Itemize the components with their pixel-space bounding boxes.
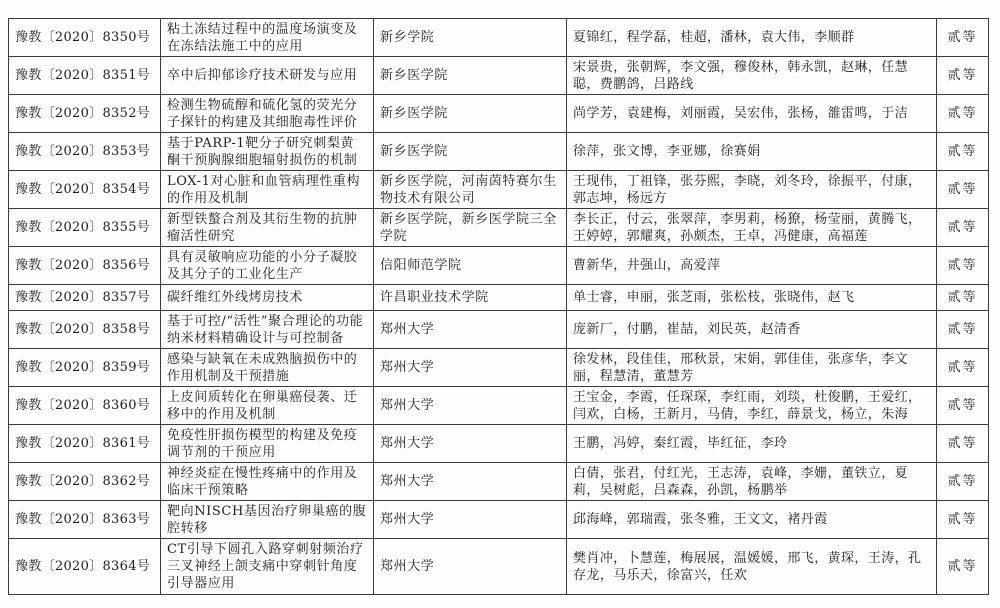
project-title: 基于可控/“活性”聚合理论的功能纳米材料精确设计与可控制备 [161,311,374,349]
project-title: 粘土冻结过程中的温度场演变及在冻结法施工中的应用 [161,19,374,57]
table-row [9,133,989,171]
project-title: 靶向NISCH基因治疗卵巢癌的腹腔转移 [161,501,374,539]
researchers: 白倩，张君，付红光，王志涛，袁峰，李姗，董铁立，夏莉，吴树彪，吕森森，孙凯，杨鹏举 [567,463,937,501]
award-grade: 贰等 [937,311,989,349]
researchers: 王宝金，李霞，任琛琛，李红雨，刘琰，杜俊鹏，王爱红，闫欢，白杨，王新月，马倩，李红，薛景戈，杨立，朱海 [567,387,937,425]
institution: 郑州大学 [374,539,567,595]
award-grade: 贰等 [937,539,989,595]
table-row [9,349,989,387]
researchers: 夏锦红，程学磊，桂超，潘林，袁大伟，李顺群 [567,19,937,57]
table-row [9,171,989,209]
table-row [9,247,989,285]
award-grade: 贰等 [937,501,989,539]
project-title: 新型铁螯合剂及其衍生物的抗肿瘤活性研究 [161,209,374,247]
researchers: 王鹏，冯婷，秦红霞，毕红征，李玲 [567,425,937,463]
project-title: 碳纤维红外线烤房技术 [161,285,374,311]
researchers: 樊肖冲，卜慧莲，梅展展，温媛媛，邢飞，黄琛，王涛，孔存龙，马乐天，徐富兴，任欢 [567,539,937,595]
researchers: 曹新华，井强山，高爱萍 [567,247,937,285]
researchers: 尚学芳，袁建梅，刘丽霞，吴宏伟，张杨，雒雷鸣，于洁 [567,95,937,133]
document-number: 豫教〔2020〕8357号 [9,285,161,311]
researchers: 邱海峰，郭瑞霞，张冬雅，王文文，褚丹霞 [567,501,937,539]
award-grade: 贰等 [937,463,989,501]
institution: 新乡学院 [374,19,567,57]
award-grade: 贰等 [937,133,989,171]
project-title: CT引导下圆孔入路穿刺射频治疗三叉神经上颌支痛中穿刺针角度引导器应用 [161,539,374,595]
researchers: 王现伟，丁祖锋，张芬熙，李晓，刘冬玲，徐振平，付康，郭志坤，杨远方 [567,171,937,209]
institution: 郑州大学 [374,311,567,349]
table-row [9,501,989,539]
institution: 许昌职业技术学院 [374,285,567,311]
document-number: 豫教〔2020〕8353号 [9,133,161,171]
institution: 郑州大学 [374,349,567,387]
table-row [9,209,989,247]
award-grade: 贰等 [937,209,989,247]
researchers: 李长正，付云，张翠萍，李男莉，杨獠，杨莹丽，黄腾飞，王婷婷，郭耀爽，孙颇杰，王卓，冯健康，高福莲 [567,209,937,247]
award-grade: 贰等 [937,95,989,133]
document-number: 豫教〔2020〕8361号 [9,425,161,463]
table-row [9,311,989,349]
researchers: 单士睿，申丽，张芝雨，张松枝，张晓伟，赵飞 [567,285,937,311]
document-number: 豫教〔2020〕8351号 [9,57,161,95]
document-number: 豫教〔2020〕8355号 [9,209,161,247]
award-grade: 贰等 [937,387,989,425]
institution: 新乡医学院 [374,133,567,171]
award-grade: 贰等 [937,285,989,311]
award-grade: 贰等 [937,57,989,95]
document-number: 豫教〔2020〕8363号 [9,501,161,539]
institution: 新乡医学院 [374,95,567,133]
table-row [9,57,989,95]
document-number: 豫教〔2020〕8360号 [9,387,161,425]
award-grade: 贰等 [937,171,989,209]
researchers: 宋景贵，张朝辉，李文强，穆俊林，韩永凯，赵琳，任慧聪，费鹏鸽，吕路线 [567,57,937,95]
project-title: 感染与缺氧在未成熟脑损伤中的作用机制及干预措施 [161,349,374,387]
table-row [9,539,989,595]
project-title: 神经炎症在慢性疼痛中的作用及临床干预策略 [161,463,374,501]
project-title: 具有灵敏响应功能的小分子凝胶及其分子的工业化生产 [161,247,374,285]
document-number: 豫教〔2020〕8364号 [9,539,161,595]
researchers: 庞新厂，付鹏，崔喆，刘民英，赵清香 [567,311,937,349]
researchers: 徐发林，段佳佳，邢秋景，宋娟，郭佳佳，张彦华，李文丽，程慧清，董慧芳 [567,349,937,387]
institution: 新乡医学院，新乡医学院三全学院 [374,209,567,247]
award-grade: 贰等 [937,19,989,57]
document-number: 豫教〔2020〕8358号 [9,311,161,349]
institution: 郑州大学 [374,463,567,501]
table-row [9,19,989,57]
award-grade: 贰等 [937,425,989,463]
researchers: 徐萍，张文博，李亚娜，徐赛娟 [567,133,937,171]
institution: 郑州大学 [374,501,567,539]
award-grade: 贰等 [937,247,989,285]
project-title: 免疫性肝损伤模型的构建及免疫调节剂的干预应用 [161,425,374,463]
document-number: 豫教〔2020〕8359号 [9,349,161,387]
document-number: 豫教〔2020〕8354号 [9,171,161,209]
table-row [9,285,989,311]
institution: 郑州大学 [374,425,567,463]
document-number: 豫教〔2020〕8350号 [9,19,161,57]
institution: 新乡医学院，河南茵特赛尔生物技术有限公司 [374,171,567,209]
project-title: 基于PARP-1靶分子研究刺梨黄酮干预胸腺细胞辐射损伤的机制 [161,133,374,171]
document-number: 豫教〔2020〕8362号 [9,463,161,501]
document-number: 豫教〔2020〕8352号 [9,95,161,133]
project-title: 上皮间质转化在卵巢癌侵袭、迁移中的作用及机制 [161,387,374,425]
project-title: 卒中后抑郁诊疗技术研发与应用 [161,57,374,95]
award-table [8,18,989,595]
table-row [9,463,989,501]
table-row [9,95,989,133]
award-grade: 贰等 [937,349,989,387]
institution: 郑州大学 [374,387,567,425]
institution: 新乡医学院 [374,57,567,95]
institution: 信阳师范学院 [374,247,567,285]
project-title: LOX-1对心脏和血管病理性重构的作用及机制 [161,171,374,209]
table-row [9,425,989,463]
document-number: 豫教〔2020〕8356号 [9,247,161,285]
table-row [9,387,989,425]
project-title: 检测生物硫醇和硫化氢的荧光分子探针的构建及其细胞毒性评价 [161,95,374,133]
